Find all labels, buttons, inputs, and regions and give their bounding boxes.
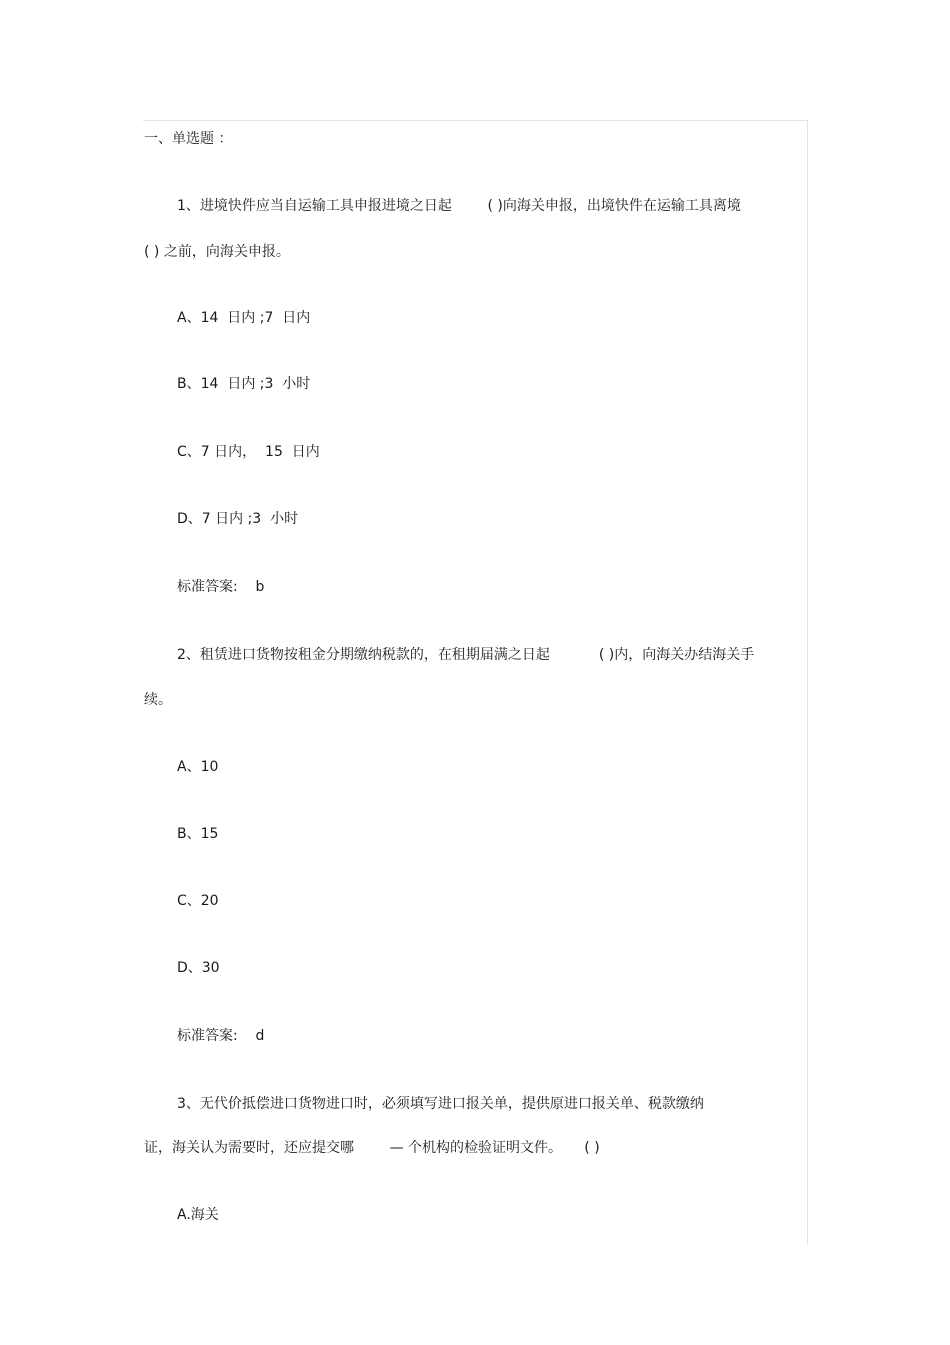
question-1-option-c: C、7 日内， 15 日内: [177, 444, 320, 460]
question-2-option-a: A、10: [177, 759, 219, 775]
question-3-stem-line-1: 3、无代价抵偿进口货物进口时，必须填写进口报关单，提供原进口报关单、税款缴纳: [177, 1096, 704, 1112]
question-3-option-a: A.海关: [177, 1207, 219, 1223]
section-title: 一、单选题 ：: [144, 131, 233, 147]
question-2-stem-line-1: 2、租赁进口货物按租金分期缴纳税款的，在租期届满之日起 ( )内，向海关办结海关手: [177, 647, 755, 663]
question-2-option-b: B、15: [177, 826, 219, 842]
page-frame: [143, 120, 808, 1245]
question-2-stem-line-2: 续。: [144, 692, 172, 708]
question-1-answer: 标准答案: b: [177, 579, 265, 595]
question-1-option-b: B、14 日内 ;3 小时: [177, 376, 311, 392]
question-2-option-c: C、20: [177, 893, 219, 909]
question-1-stem-line-1: 1、进境快件应当自运输工具申报进境之日起 ( )向海关申报，出境快件在运输工具离境: [177, 198, 741, 214]
question-1-option-d: D、7 日内 ;3 小时: [177, 511, 299, 527]
question-1-option-a: A、14 日内 ;7 日内: [177, 310, 311, 326]
question-2-option-d: D、30: [177, 960, 220, 976]
question-1-stem-line-2: ( ) 之前，向海关申报。: [144, 244, 290, 260]
question-2-answer: 标准答案: d: [177, 1028, 265, 1044]
question-3-stem-line-2: 证，海关认为需要时，还应提交哪 — 个机构的检验证明文件。 ( ): [144, 1140, 600, 1156]
